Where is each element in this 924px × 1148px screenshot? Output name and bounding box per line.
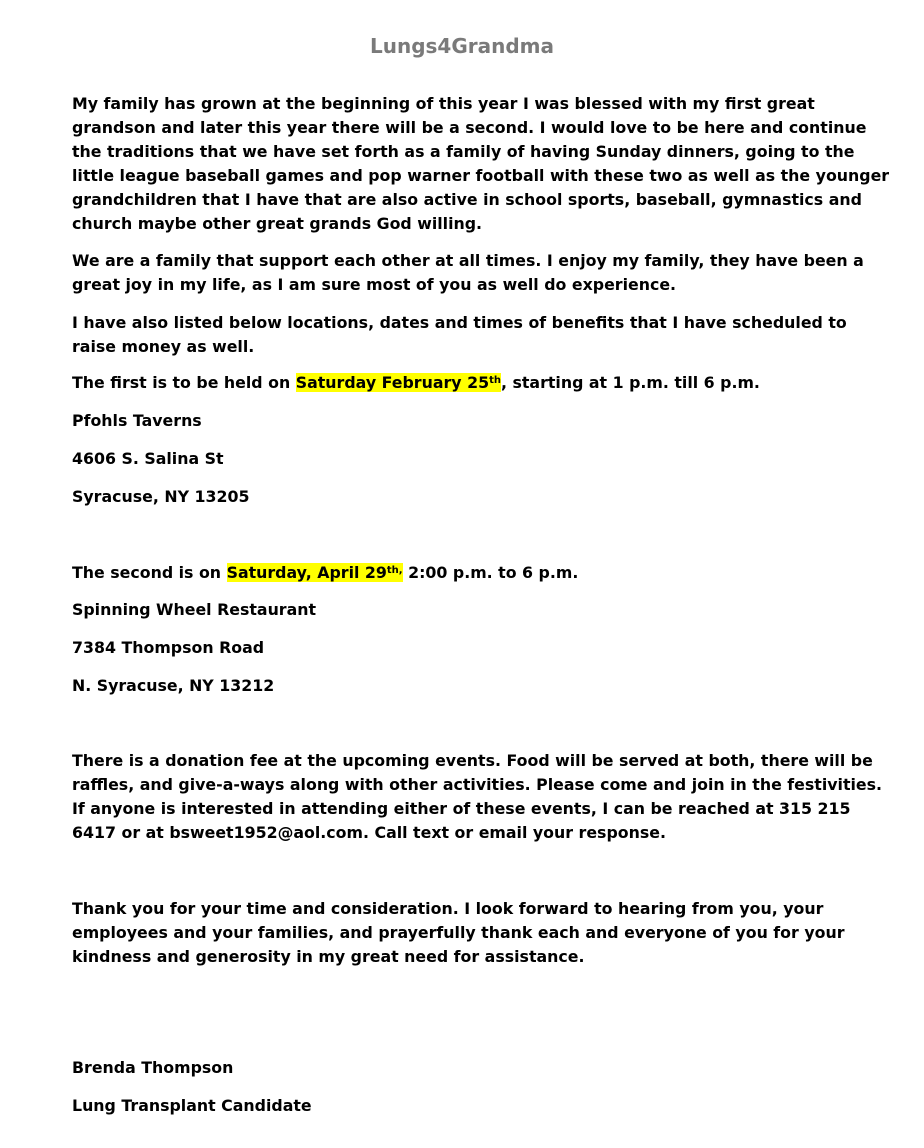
event2-lead-a: The: [72, 563, 111, 582]
signature-role: Lung Transplant Candidate: [72, 1096, 312, 1115]
event1-date-highlight: [296, 373, 501, 392]
event1-date: Saturday February 25: [295, 373, 490, 392]
event2-lead-c: is on: [173, 563, 227, 582]
event2-lead-b: second: [110, 563, 174, 582]
intro-paragraph-3: I have also listed below locations, dates and times of benefits that I have scheduled to raise money as well.: [72, 313, 847, 356]
event2-line: [72, 561, 892, 585]
event2-venue: Spinning Wheel Restaurant: [72, 600, 317, 619]
event1-time: , starting at 1 p.m. till 6 p.m.: [500, 373, 760, 392]
event2-city: N. Syracuse, NY 13212: [72, 676, 275, 695]
intro-paragraph-1: My family has grown at the beginning of this year I was blessed with my first great grandson and later this year there will be a second. I would love to be here and continue the traditions that we have set forth as a family of having Sunday dinners, going to the little league baseball games and pop warner football with these two as well as the younger grandchildren that I have that are also active in school sports, baseball, gymnastics and church maybe other great grands God willing.: [72, 94, 890, 233]
intro-paragraph-2: We are a family that support each other at all times. I enjoy my family, they have been a great joy in my life, as I am sure most of you as well do experience.: [72, 251, 864, 294]
event2-date-highlight: [227, 563, 403, 582]
event1-lead: The first is to be held on: [72, 373, 296, 392]
event1-line: [72, 371, 892, 395]
event1-date-suffix: th: [489, 375, 501, 386]
page-title: Lungs4Grandma: [369, 34, 555, 58]
thanks-paragraph: Thank you for your time and consideration. I look forward to hearing from you, your employees and your families, and prayerfully thank each and everyone of you for your kindness and generosity in my great need for assistance.: [72, 899, 845, 966]
event1-city: Syracuse, NY 13205: [72, 487, 250, 506]
signature-name: Brenda Thompson: [72, 1058, 234, 1077]
event2-date: Saturday, April 29: [226, 563, 387, 582]
event1-venue: Pfohls Taverns: [72, 411, 202, 430]
event2-time: 2:00 p.m. to 6 p.m.: [402, 563, 579, 582]
event1-street: 4606 S. Salina St: [72, 449, 224, 468]
event2-street: 7384 Thompson Road: [72, 638, 265, 657]
donation-paragraph: There is a donation fee at the upcoming events. Food will be served at both, there will be raffles, and give-a-ways along with other activities. Please come and join in the festivities. If anyone is interested in attending either of these events, I can be reached at 315 215 6417 or at bsweet1952@aol.com. Call text or email your response.: [72, 751, 883, 842]
event2-date-suffix: th,: [386, 565, 403, 576]
